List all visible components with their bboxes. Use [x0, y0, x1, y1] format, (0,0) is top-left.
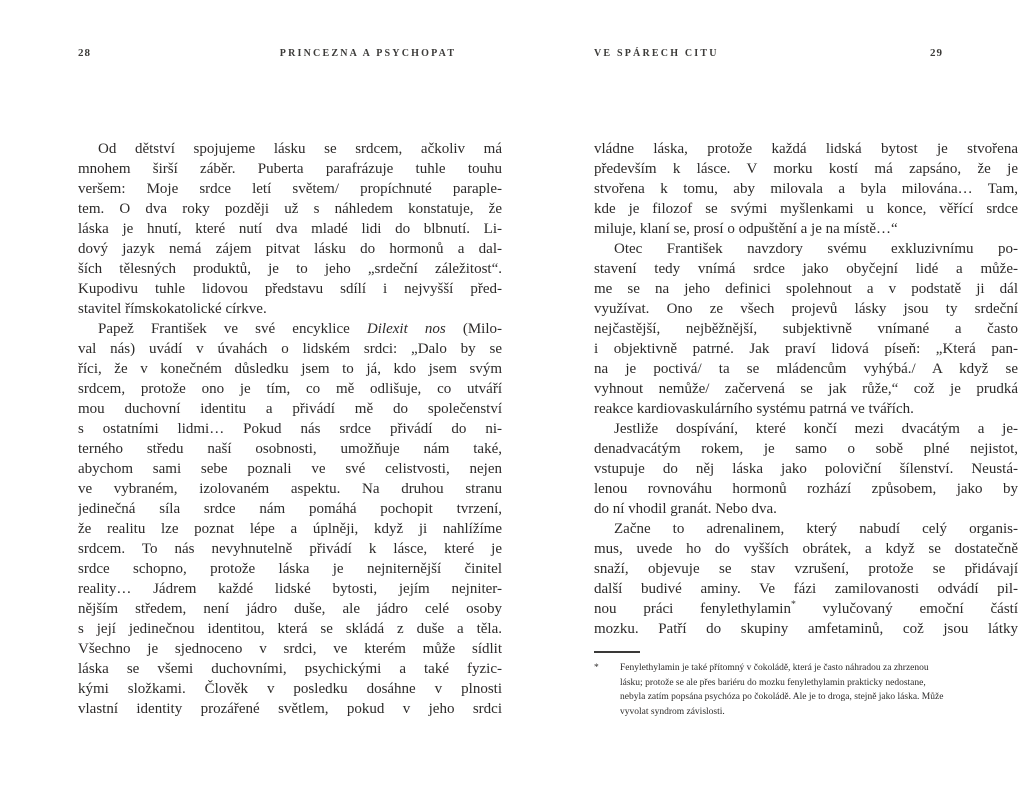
- footnote-line: nebyla zatím popsána psychóza po čokoládě. Ale je to droga, stejně jako láska. Může: [620, 692, 944, 703]
- text-segment: nou práci fenylethylamin: [594, 601, 791, 617]
- text-line: dový jazyk nemá zájem pitvat lásku do hormonů a dal-: [78, 241, 502, 257]
- text-line: láska se všemi duchovními, psychickými a také fyzic-: [78, 661, 502, 677]
- text-segment: vylučovaný emoční částí: [795, 601, 1018, 617]
- text-line: me se na jeho definici spolehnout a v podstatě ji dál: [594, 281, 1018, 297]
- footnote-line: Fenylethylamin je také přítomný v čokoládě, která je často náhradou za zhrzenou: [620, 663, 929, 673]
- text-line: jedinečná síla srdce nám pomáhá pochopit tvrzení,: [78, 501, 502, 517]
- text-line: snaží, objevuje se stav vzrušení, protože se přidávají: [594, 561, 1018, 577]
- text-line: mus, uvede ho do vyšších obrátek, a když se dostatečně: [594, 541, 1018, 557]
- left-running-head: PRINCEZNA A PSYCHOPAT: [279, 48, 457, 59]
- text-line: do ní vhodil granát. Nebo dva.: [594, 501, 777, 517]
- footnote-line: vyvolat syndrom závislosti.: [620, 706, 725, 717]
- text-line: denadvacátým rokem, je samo o sobě plné nejistot,: [594, 441, 1018, 457]
- text-line: [78, 319, 502, 339]
- text-line: Začne to adrenalinem, který nabudí celý organis-: [614, 521, 1018, 537]
- text-line: reality… Jádrem každé lidské bytosti, jejím nejniter-: [78, 581, 502, 597]
- paragraph: [78, 139, 502, 319]
- footnote-marker: *: [594, 663, 599, 673]
- text-line: veršem: Moje srdce letí světem/ propíchnuté paraple-: [78, 181, 502, 197]
- text-line: stavitel římskokatolické církve.: [78, 301, 267, 317]
- paragraph: [594, 239, 1018, 419]
- footnote: [594, 651, 1018, 719]
- text-line: srdcem. To nás nevyhnutelně přivádí k lásce, které je: [78, 541, 502, 557]
- text-line: Všechno je sjednoceno v srdci, ve kterém může sídlit: [78, 641, 502, 657]
- text-line: kými složkami. Člověk v posledku dosáhne v plnosti: [78, 681, 502, 697]
- text-line: srdcem, protože ono je tím, co mě odlišuje, co utváří: [78, 381, 502, 397]
- text-line: mnohem širší záběr. Puberta parafrázuje tuhle touhu: [78, 161, 502, 177]
- text-line: láska je hnutí, které nutí dva mladé lidi do blbnutí. Li-: [78, 221, 502, 237]
- text-segment: Papež František ve své encyklice: [98, 321, 367, 337]
- text-line: Jestliže dospívání, které končí mezi dvacátým a je-: [614, 421, 1018, 437]
- text-line: lenou rovnováhu hormonů rozhází způsobem, jako by: [594, 481, 1018, 497]
- text-line: [594, 599, 1018, 619]
- text-line: vládne láska, protože každá lidská bytost je stvořena: [594, 141, 1018, 157]
- text-line: Otec František navzdory svému exkluzivnímu po-: [614, 241, 1018, 257]
- paragraph: [594, 419, 1018, 519]
- right-page-number: 29: [930, 47, 943, 59]
- text-line: abychom sami sebe poznali ve své celistvosti, nejen: [78, 461, 502, 477]
- footnote-reference: *: [790, 599, 796, 610]
- footnote-body: [594, 661, 1018, 719]
- text-line: val nás) uvádí v úvahách o lidském srdci: „Dalo by se: [78, 341, 502, 357]
- footnote-text: [620, 661, 1018, 719]
- text-line: nejčastější, nejběžnější, subjektivně vnímané a často: [594, 321, 1018, 337]
- text-line: další budivé aminy. Ve fázi zamilovanosti odvádí pil-: [594, 581, 1018, 597]
- text-line: reakce kardiovaskulárního systému patrná ve tvářích.: [594, 401, 914, 417]
- text-line: s ostatními lidmi… Pokud nás srdce přivádí do ni-: [78, 421, 502, 437]
- text-line: srdce schopno, protože láska je nejniternější činitel: [78, 561, 502, 577]
- left-page-number: 28: [78, 47, 91, 59]
- text-line: ve vybraném, izolovaném aspektu. Na druhou stranu: [78, 481, 502, 497]
- text-segment: (Milo-: [445, 321, 502, 337]
- text-line: především k lásce. V morku kostí má zapsáno, že je: [594, 161, 1018, 177]
- text-line: mozku. Patří do skupiny amfetaminů, což jsou látky: [594, 621, 1018, 637]
- text-line: vyhnout nemůže/ začervená se jak růže,“ což je prudká: [594, 381, 1018, 397]
- text-line: Kupodivu tuhle lidovou představu sdílí i nejvyšší před-: [78, 281, 502, 297]
- footnote-rule: [594, 651, 640, 653]
- text-line: nějším středem, není jádro duše, ale jádro celé osoby: [78, 601, 502, 617]
- text-line: kde je filozof se svými myšlenkami u konce, věřící srdce: [594, 201, 1018, 217]
- paragraph: [78, 319, 502, 719]
- paragraph: [594, 519, 1018, 639]
- text-line: vlastní identity prozářené světlem, pokud v jeho srdci: [78, 701, 502, 717]
- text-line: i objektivně patrné. Jak praví lidová píseň: „Která pan-: [594, 341, 1018, 357]
- text-line: mou duchovní identitu a přivádí mě do společenství: [78, 401, 502, 417]
- footnote-line: lásku; protože se ale přes bariéru do mozku fenylethylamin prakticky nedostane,: [620, 677, 926, 688]
- text-line: stvořena k tomu, aby milovala a byla milována… Tam,: [594, 181, 1018, 197]
- right-running-head: VE SPÁRECH CITU: [594, 48, 719, 59]
- text-line: že realitu lze poznat lépe a úplněji, když ji nahlížíme: [78, 521, 502, 537]
- text-line: Od dětství spojujeme lásku se srdcem, ačkoliv má: [98, 141, 502, 157]
- italic-text: Dilexit nos: [366, 321, 446, 337]
- text-line: terného středu naší osobnosti, umožňuje nám také,: [78, 441, 502, 457]
- text-line: vstupuje do něj láska jako poloviční šílenství. Neustá-: [594, 461, 1018, 477]
- text-line: říci, že v konečném důsledku jsem to já, kdo jsem svým: [78, 361, 502, 377]
- text-line: ších tělesných produktů, je to jeho „srdeční záležitost“.: [78, 261, 502, 277]
- text-line: na je poctivá/ ta se mládencům vyhýbá./ A když se: [594, 361, 1018, 377]
- paragraph: [594, 139, 1018, 239]
- text-line: stavení tedy vnímá srdce jako obyčejní lidé a může-: [594, 261, 1018, 277]
- text-line: tem. O dva roky později už s náhledem konstatuje, že: [78, 201, 502, 217]
- text-line: miluje, klaní se, prosí o odpuštění a je na místě…“: [594, 221, 898, 237]
- text-line: využívat. Ono ze všech projevů lásky jsou ty srdeční: [594, 301, 1018, 317]
- left-page-text-column: [78, 139, 502, 719]
- right-page-text-column: [594, 139, 1018, 639]
- text-line: s její jedinečnou identitou, která se skládá z duše a těla.: [78, 621, 502, 637]
